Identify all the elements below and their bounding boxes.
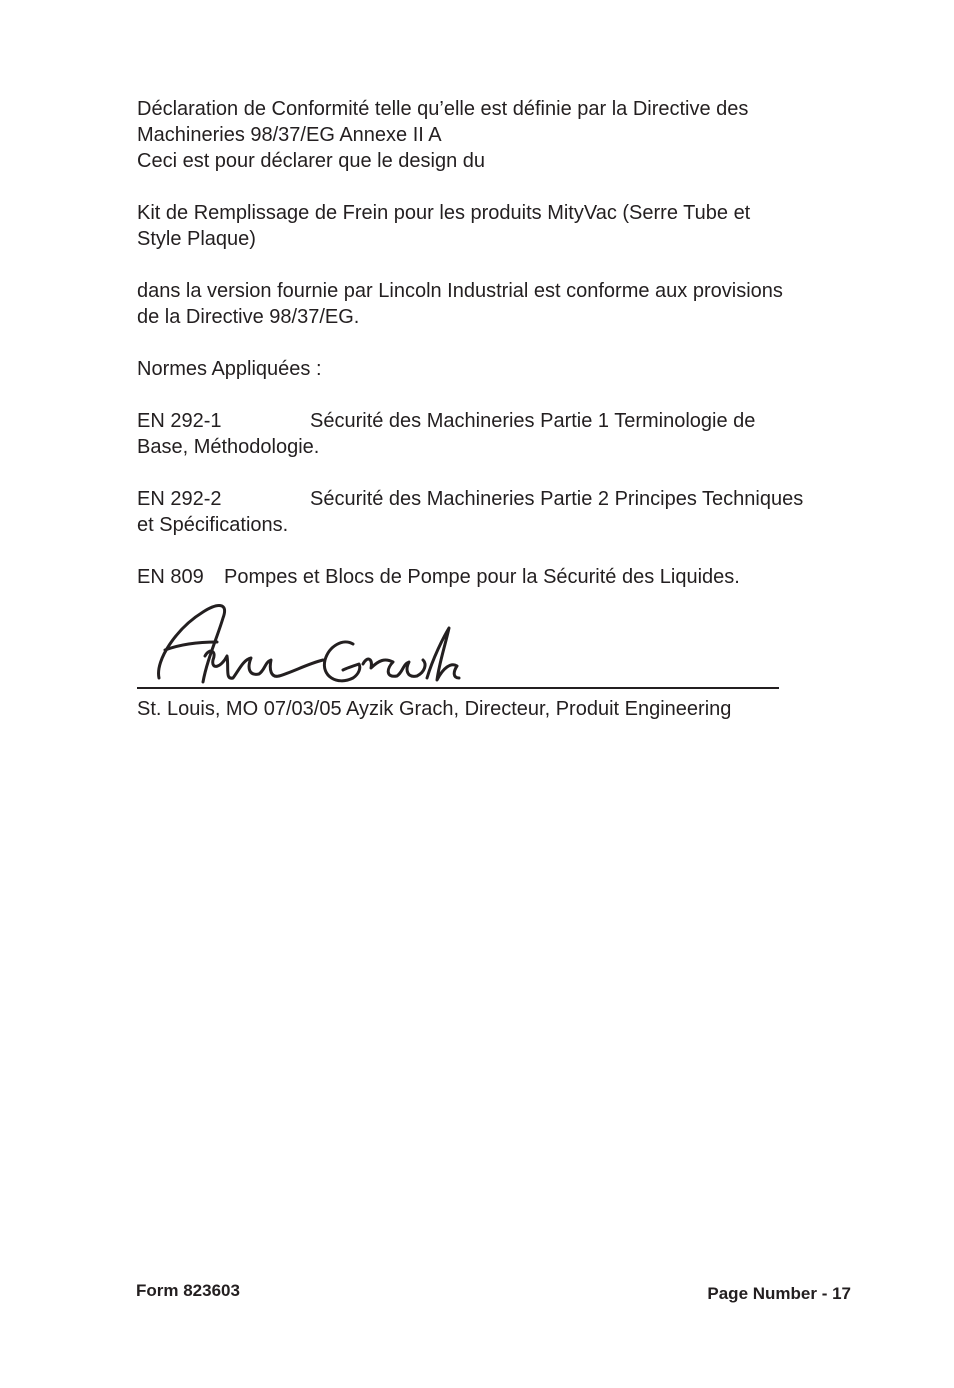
standard-line — [137, 486, 849, 512]
standard-continuation: et Spécifications. — [137, 514, 289, 536]
standard-line — [137, 408, 849, 434]
standard-code: EN 292-1 — [137, 410, 222, 432]
form-number: Form 823603 — [136, 1281, 240, 1300]
handwritten-signature — [147, 598, 467, 690]
standard-title: Sécurité des Machineries Partie 2 Principes Techniques — [310, 488, 804, 510]
product-paragraph — [137, 200, 849, 252]
intro-paragraph — [137, 96, 849, 174]
standard-line — [137, 564, 849, 590]
standards-heading-text: Normes Appliquées : — [137, 358, 322, 380]
standard-title: Sécurité des Machineries Partie 1 Terminologie de — [310, 410, 756, 432]
intro-line: Machineries 98/37/EG Annexe II A — [137, 124, 442, 146]
standard-item — [137, 564, 849, 590]
intro-line: Déclaration de Conformité telle qu’elle est définie par la Directive des — [137, 98, 749, 120]
standards-heading — [137, 356, 849, 382]
standard-title: Pompes et Blocs de Pompe pour la Sécurité des Liquides. — [224, 566, 740, 588]
signature-caption: St. Louis, MO 07/03/05 Ayzik Grach, Directeur, Produit Engineering — [137, 698, 732, 720]
page-number: Page Number - 17 — [707, 1284, 851, 1303]
standard-code: EN 809 — [137, 566, 204, 588]
standard-code: EN 292-2 — [137, 488, 222, 510]
declaration-body — [137, 96, 849, 616]
standard-item — [137, 408, 849, 460]
product-line: Kit de Remplissage de Frein pour les produits MityVac (Serre Tube et — [137, 202, 751, 224]
product-line: Style Plaque) — [137, 228, 256, 250]
signature-line — [137, 687, 779, 689]
conformity-line: de la Directive 98/37/EG. — [137, 306, 360, 328]
standard-continuation: Base, Méthodologie. — [137, 436, 320, 458]
conformity-paragraph — [137, 278, 849, 330]
intro-line: Ceci est pour déclarer que le design du — [137, 150, 485, 172]
standard-item — [137, 486, 849, 538]
conformity-line: dans la version fournie par Lincoln Industrial est conforme aux provisions — [137, 280, 783, 302]
